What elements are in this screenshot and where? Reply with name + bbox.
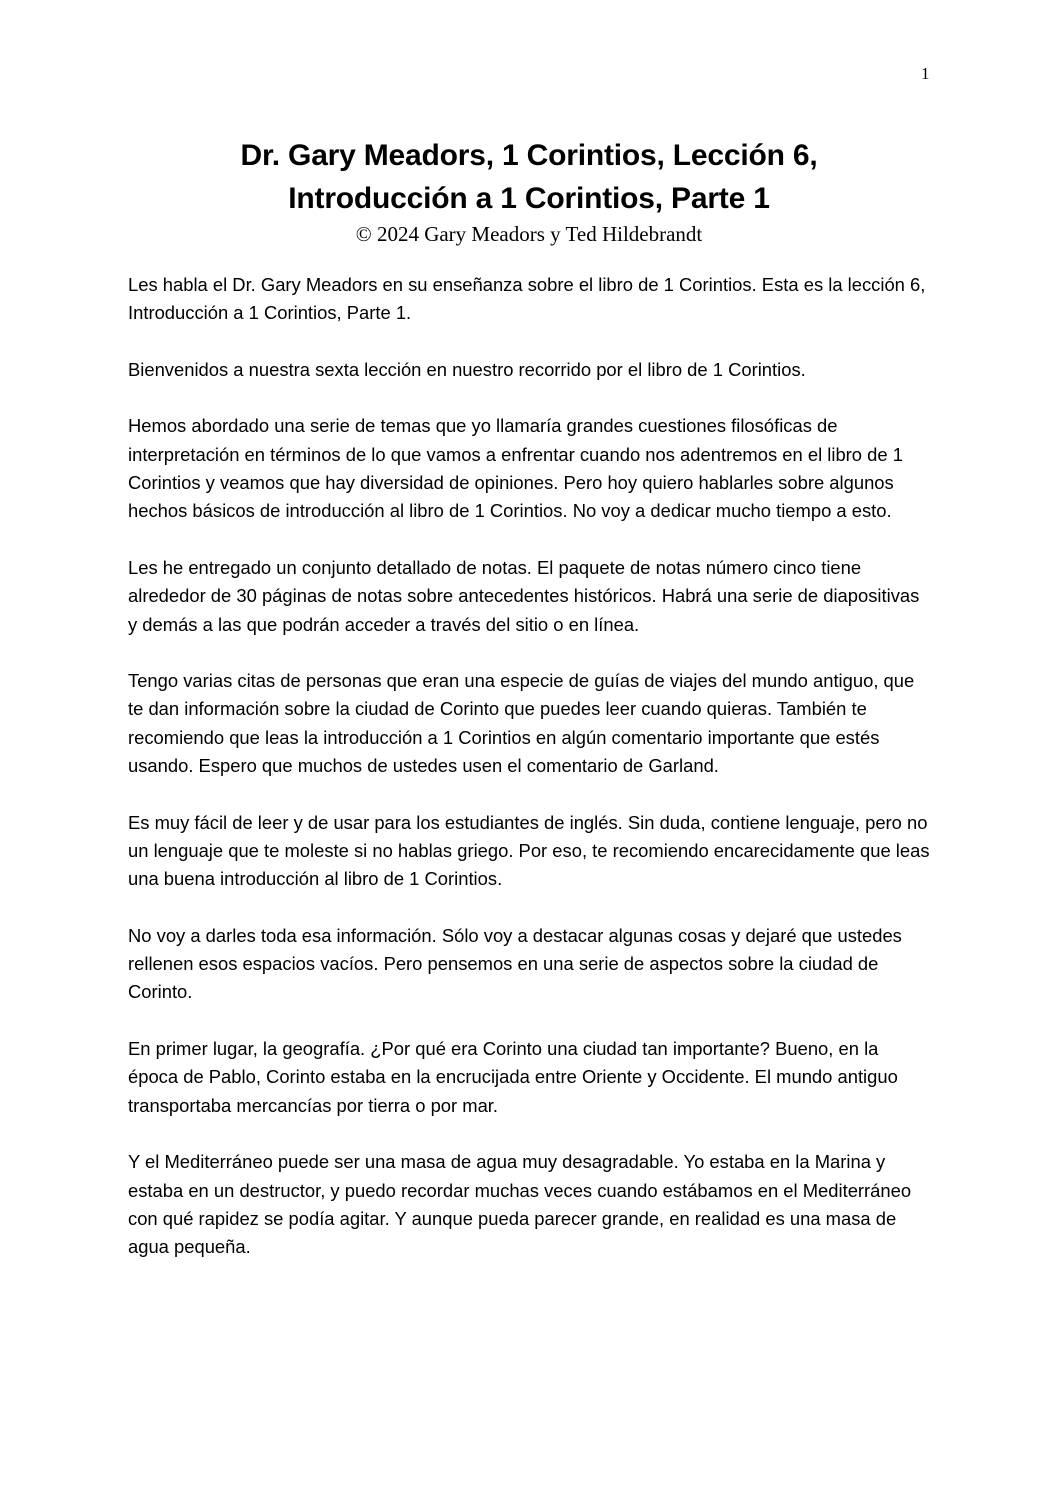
paragraph: Bienvenidos a nuestra sexta lección en nuestro recorrido por el libro de 1 Corintios. (128, 358, 806, 380)
paragraph: Les he entregado un conjunto detallado de notas. El paquete de notas número cinco tiene alrededor de 30 páginas de notas sobre antecedentes históricos. Habrá una serie de diapositivas y demás a las que podrán acceder a través del sitio o en línea. (128, 556, 920, 635)
paragraph: No voy a darles toda esa información. Sólo voy a destacar algunas cosas y dejaré que ustedes rellenen esos espacios vacíos. Pero pensemos en una serie de aspectos sobre la ciudad de Corinto. (128, 924, 902, 1003)
document-header (100, 134, 958, 246)
document-body (128, 271, 933, 1290)
page-number: 1 (921, 64, 930, 83)
paragraph: Y el Mediterráneo puede ser una masa de agua muy desagradable. Yo estaba en la Marina y estaba en un destructor, y puedo recordar muchas veces cuando estábamos en el Mediterráneo con qué rapidez se podía agitar. Y aunque pueda parecer grande, en realidad es una masa de agua pequeña. (128, 1151, 912, 1258)
copyright-notice: © 2024 Gary Meadors y Ted Hildebrandt (355, 222, 703, 246)
paragraph: Hemos abordado una serie de temas que yo llamaría grandes cuestiones filosóficas de interpretación en términos de lo que vamos a enfrentar cuando nos adentremos en el libro de 1 Corintios y veamos que hay diversidad de opiniones. Pero hoy quiero hablarles sobre algunos hechos básicos de introducción al libro de 1 Corintios. No voy a dedicar mucho tiempo a esto. (128, 415, 903, 522)
document-title-line-2: Introducción a 1 Corintios, Parte 1 (288, 182, 770, 215)
paragraph: Tengo varias citas de personas que eran una especie de guías de viajes del mundo antiguo, que te dan información sobre la ciudad de Corinto que puedes leer cuando quieras. También te recomiendo que leas la introducción a 1 Corintios en algún comentario importante que estés usando. Espero que muchos de ustedes usen el comentario de Garland. (128, 670, 915, 777)
paragraph: En primer lugar, la geografía. ¿Por qué era Corinto una ciudad tan importante? Bueno, en la época de Pablo, Corinto estaba en la encrucijada entre Oriente y Occidente. El mundo antiguo transportaba mercancías por tierra o por mar. (128, 1038, 898, 1116)
paragraph: Les habla el Dr. Gary Meadors en su enseñanza sobre el libro de 1 Corintios. Esta es la lección 6, Introducción a 1 Corintios, Parte 1. (128, 274, 926, 324)
document-title-line-1: Dr. Gary Meadors, 1 Corintios, Lección 6, (240, 139, 818, 172)
paragraph: Es muy fácil de leer y de usar para los estudiantes de inglés. Sin duda, contiene lenguaje, pero no un lenguaje que te moleste si no hablas griego. Por eso, te recomiendo encarecidamente que leas una buena introducción al libro de 1 Corintios. (128, 811, 930, 890)
